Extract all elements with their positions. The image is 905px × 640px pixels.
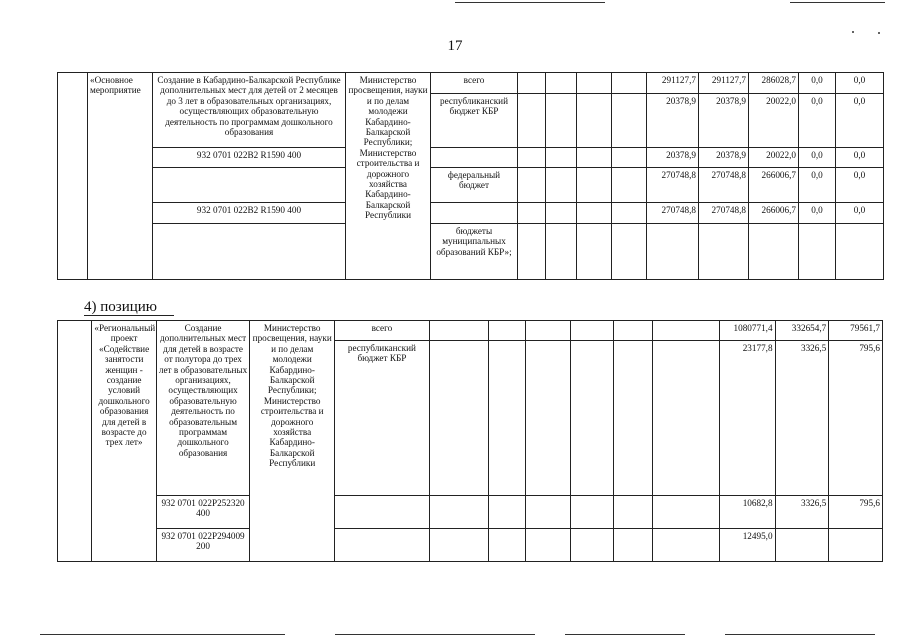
scan-line (335, 634, 535, 635)
value-cell: 291127,7 (699, 73, 749, 94)
value-cell: 10682,8 (719, 496, 775, 529)
value-cell: 0,0 (836, 148, 884, 168)
value-cell: 23177,8 (719, 341, 775, 496)
value-cell (749, 224, 799, 280)
value-cell: 3326,5 (775, 496, 829, 529)
value-cell: 20378,9 (699, 94, 749, 148)
section-title-underline (84, 315, 174, 316)
scan-line (725, 634, 875, 635)
scan-dot (852, 31, 854, 33)
source-cell: всего (431, 73, 518, 94)
table-row (58, 529, 883, 562)
value-cell: 12495,0 (719, 529, 775, 562)
table-row (58, 203, 884, 224)
budget-code-cell: 932 0701 022B2 R1590 400 (153, 148, 346, 168)
table-row (58, 321, 883, 341)
value-cell (647, 224, 699, 280)
value-cell: 270748,8 (647, 203, 699, 224)
value-cell: 79561,7 (829, 321, 883, 341)
value-cell: 332654,7 (775, 321, 829, 341)
value-cell: 0,0 (799, 148, 836, 168)
source-cell (431, 203, 518, 224)
value-cell: 20378,9 (647, 94, 699, 148)
value-cell: 0,0 (836, 73, 884, 94)
source-cell: республиканский бюджет КБР (335, 341, 430, 496)
scan-line (455, 2, 605, 3)
value-cell: 291127,7 (647, 73, 699, 94)
value-cell: 270748,8 (699, 168, 749, 203)
source-cell: всего (335, 321, 430, 341)
section-title: 4) позицию (84, 299, 157, 315)
value-cell (775, 529, 829, 562)
value-cell: 0,0 (836, 168, 884, 203)
value-cell: 266006,7 (749, 203, 799, 224)
description-cell: Создание дополнительных мест для детей в возрасте от полутора до трех лет в образовательных организациях, осуществляющих образовательную деятельность по образовательным программам дошкольного образования (156, 321, 249, 496)
value-cell: 795,6 (829, 341, 883, 496)
value-cell (836, 224, 884, 280)
value-cell: 270748,8 (647, 168, 699, 203)
value-cell: 0,0 (799, 203, 836, 224)
regional-project-cell: «Региональный проект «Содействие занятости женщин - создание условий дошкольного образования для детей в возрасте до трех лет» (92, 321, 156, 562)
table-row (58, 168, 884, 203)
table-row (58, 224, 884, 280)
value-cell: 0,0 (836, 203, 884, 224)
value-cell (699, 224, 749, 280)
table-row (58, 148, 884, 168)
value-cell: 0,0 (799, 168, 836, 203)
value-cell (799, 224, 836, 280)
source-cell: федеральный бюджет (431, 168, 518, 203)
value-cell: 20022,0 (749, 94, 799, 148)
table-row (58, 496, 883, 529)
empty-cell (58, 321, 92, 562)
budget-table-regional-project (57, 320, 883, 562)
value-cell: 270748,8 (699, 203, 749, 224)
value-cell: 795,6 (829, 496, 883, 529)
value-cell: 20022,0 (749, 148, 799, 168)
page-number: 17 (447, 38, 463, 54)
executor-cell: Министерство просвещения, науки и по делам молодежи Кабардино-Балкарской Республики; Министерство строительства и дорожного хозяйства Кабардино-Балкарской Республики (250, 321, 335, 562)
value-cell: 286028,7 (749, 73, 799, 94)
source-cell: бюджеты муниципальных образований КБР»; (431, 224, 518, 280)
budget-code-cell: 932 0701 022P294009 200 (156, 529, 249, 562)
value-cell: 0,0 (799, 73, 836, 94)
table-row (58, 73, 884, 94)
value-cell (829, 529, 883, 562)
empty-cell (58, 73, 88, 280)
value-cell: 20378,9 (647, 148, 699, 168)
scan-dot (878, 32, 880, 34)
source-cell (431, 148, 518, 168)
budget-code-cell: 932 0701 022B2 R1590 400 (153, 203, 346, 224)
scan-line (790, 2, 885, 3)
budget-table-main-event (57, 72, 884, 280)
empty-cell (153, 168, 346, 203)
description-cell: Создание в Кабардино-Балкарской Республике дополнительных мест для детей от 2 месяцев до 3 лет в образовательных организациях, осуществляющих образовательную деятельность по программам дошкольного образования (153, 73, 346, 148)
scan-line (40, 634, 285, 635)
source-cell (335, 529, 430, 562)
value-cell: 1080771,4 (719, 321, 775, 341)
value-cell: 266006,7 (749, 168, 799, 203)
value-cell: 20378,9 (699, 148, 749, 168)
executor-cell: Министерство просвещения, науки и по делам молодежи Кабардино-Балкарской Республики; Министерство строительства и дорожного хозяйства Кабардино-Балкарской Республики (346, 73, 431, 280)
value-cell: 3326,5 (775, 341, 829, 496)
main-event-cell: «Основное мероприятие (88, 73, 153, 280)
source-cell: республиканский бюджет КБР (431, 94, 518, 148)
scan-line (565, 634, 685, 635)
source-cell (335, 496, 430, 529)
budget-code-cell: 932 0701 022P252320 400 (156, 496, 249, 529)
value-cell: 0,0 (836, 94, 884, 148)
value-cell: 0,0 (799, 94, 836, 148)
empty-cell (153, 224, 346, 280)
